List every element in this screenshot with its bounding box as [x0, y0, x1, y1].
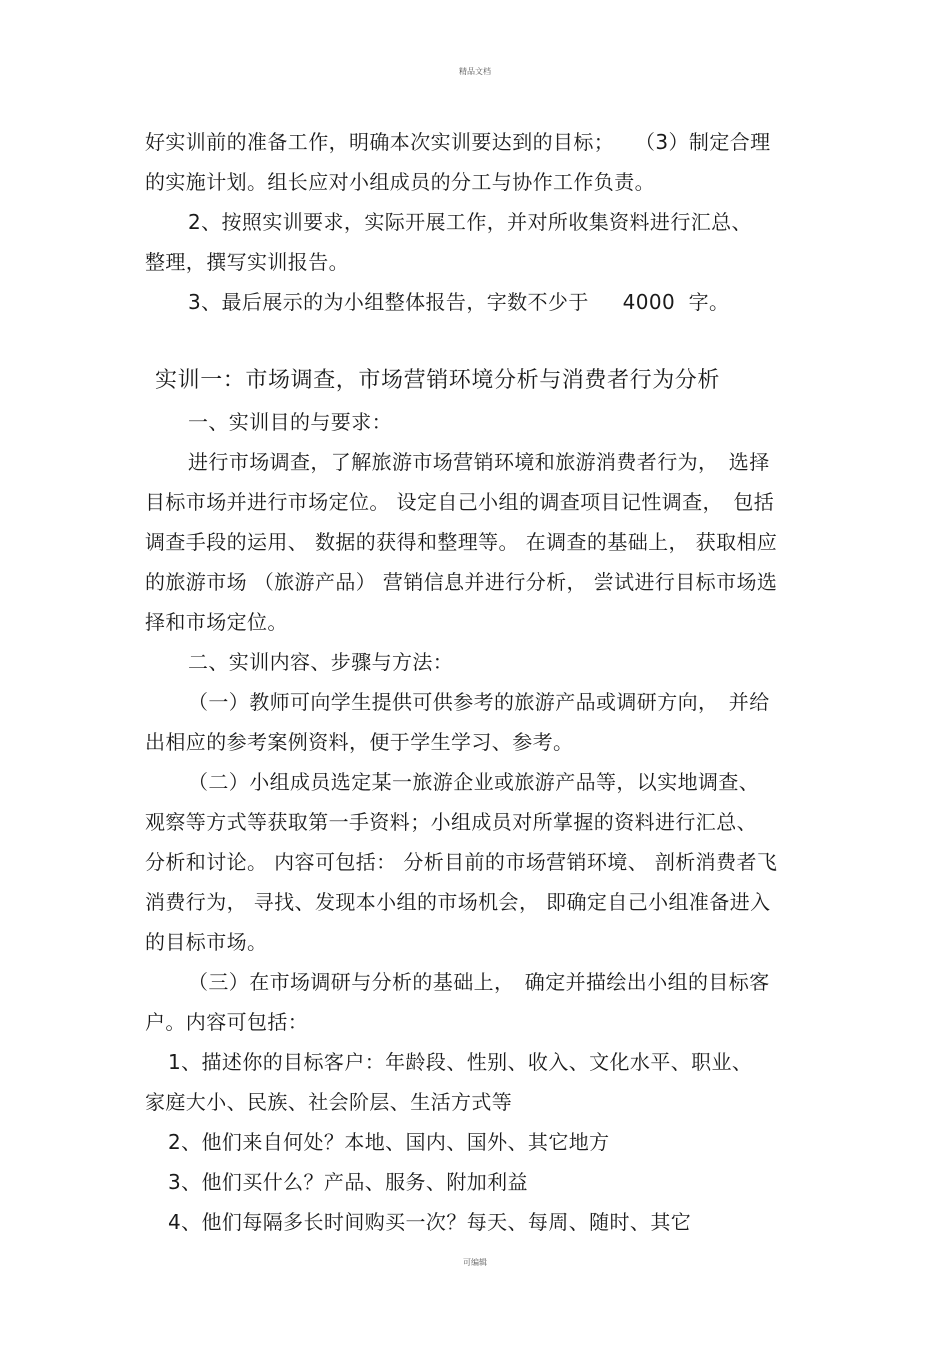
body-line: （三）在市场调研与分析的基础上， 确定并描绘出小组的目标客	[188, 970, 770, 994]
subsection-heading: 一、实训目的与要求：	[188, 410, 392, 434]
body-line: 3、最后展示的为小组整体报告，字数不少于 4000 字。	[188, 290, 730, 314]
body-line: 2、按照实训要求，实际开展工作，并对所收集资料进行汇总、	[188, 210, 752, 234]
list-item: 1、描述你的目标客户：年龄段、性别、收入、文化水平、职业、	[168, 1050, 753, 1074]
body-line: 整理，撰写实训报告。	[145, 250, 349, 274]
body-line: 消费行为， 寻找、发现本小组的市场机会， 即确定自己小组准备进入	[145, 890, 771, 914]
body-line: 出相应的参考案例资料，便于学生学习、参考。	[145, 730, 574, 754]
body-line: 的旅游市场 （旅游产品） 营销信息并进行分析， 尝试进行目标市场选	[145, 570, 778, 594]
body-line: 的实施计划。组长应对小组成员的分工与协作工作负责。	[145, 170, 655, 194]
body-line: 目标市场并进行市场定位。 设定自己小组的调查项目记性调查， 包括	[145, 490, 775, 514]
body-line: （二）小组成员选定某一旅游企业或旅游产品等，以实地调查、	[188, 770, 760, 794]
body-line: 的目标市场。	[145, 930, 268, 954]
body-line: （一）教师可向学生提供可供参考的旅游产品或调研方向， 并给	[188, 690, 770, 714]
list-item: 4、他们每隔多长时间购买一次？每天、每周、随时、其它	[168, 1210, 692, 1234]
body-line: 调查手段的运用、 数据的获得和整理等。 在调查的基础上， 获取相应	[145, 530, 778, 554]
body-line: 进行市场调查，了解旅游市场营销环境和旅游消费者行为， 选择	[188, 450, 770, 474]
page-footer: 可编辑	[463, 1258, 487, 1267]
body-line: 户。内容可包括：	[145, 1010, 309, 1034]
body-line: 分析和讨论。 内容可包括： 分析目前的市场营销环境、 剖析消费者飞	[145, 850, 778, 874]
list-item: 2、他们来自何处？本地、国内、国外、其它地方	[168, 1130, 610, 1154]
section-heading: 实训一：市场调查，市场营销环境分析与消费者行为分析	[155, 368, 721, 393]
body-line: 家庭大小、民族、社会阶层、生活方式等	[145, 1090, 513, 1114]
body-line: 好实训前的准备工作，明确本次实训要达到的目标； （3）制定合理	[145, 130, 771, 154]
list-item: 3、他们买什么？产品、服务、附加利益	[168, 1170, 528, 1194]
subsection-heading: 二、实训内容、步骤与方法：	[188, 650, 454, 674]
body-line: 观察等方式等获取第一手资料；小组成员对所掌握的资料进行汇总、	[145, 810, 757, 834]
body-line: 择和市场定位。	[145, 610, 288, 634]
page-header: 精品文档	[459, 67, 491, 76]
